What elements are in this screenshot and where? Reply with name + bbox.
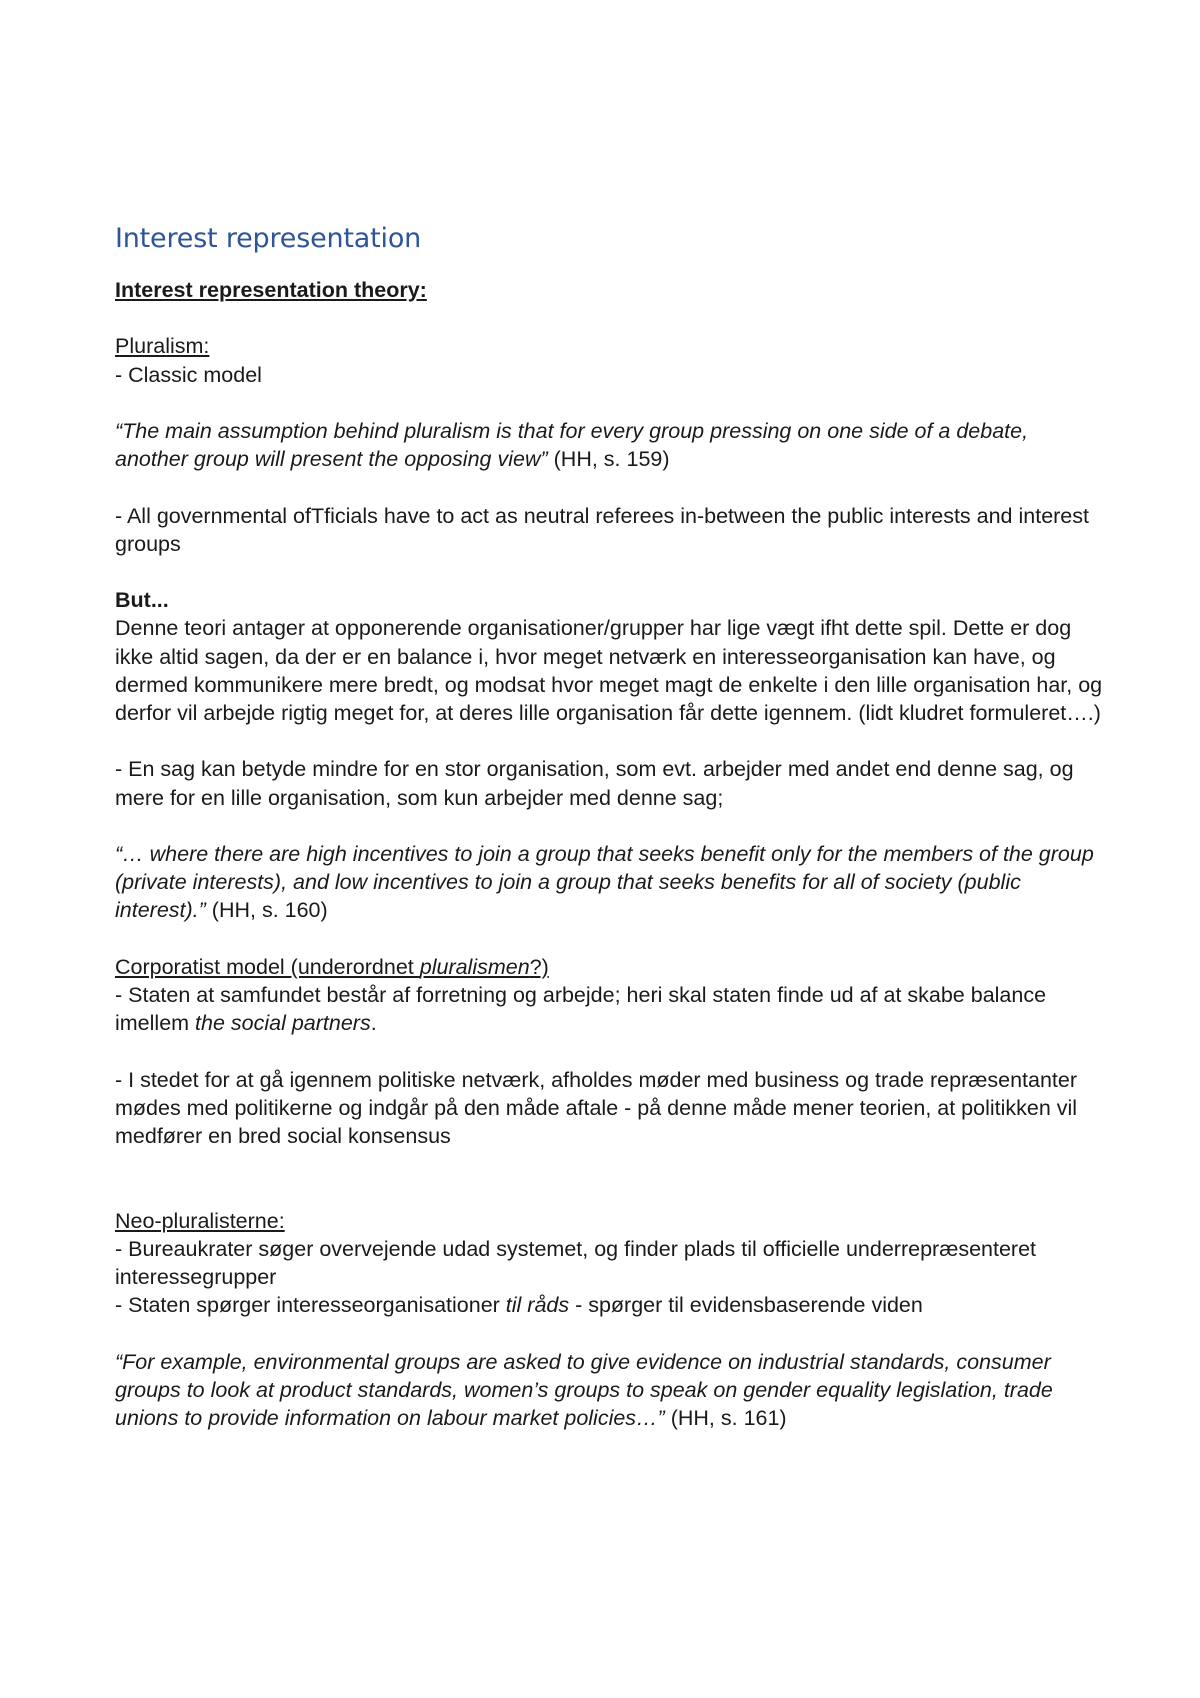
spacer bbox=[115, 473, 1105, 501]
neo-pluralism-bullet-state bbox=[115, 1291, 1105, 1319]
spacer bbox=[115, 812, 1105, 840]
neo-pluralism-quote bbox=[115, 1348, 1105, 1433]
corporatist-heading bbox=[115, 953, 1105, 981]
spacer bbox=[115, 925, 1105, 953]
quote-text: “For example, environmental groups are asked to give evidence on industrial standards, consumer groups to look at product standards, women’s groups to speak on gender equality legislation, trade unions to provide information on labour market policies…” bbox=[115, 1349, 1053, 1430]
neo-pluralism-heading: Neo-pluralisterne: bbox=[115, 1208, 285, 1233]
pluralism-quote-2 bbox=[115, 840, 1105, 925]
pluralism-bullet-case: - En sag kan betyde mindre for en stor organisation, som evt. arbejder med andet end denne sag, og mere for en lille organisation, som kun arbejder med denne sag; bbox=[115, 757, 1074, 810]
quote-citation: (HH, s. 159) bbox=[547, 447, 670, 472]
corporatist-heading-prefix: Corporatist model (underordnet bbox=[115, 954, 420, 979]
spacer bbox=[115, 727, 1105, 755]
spacer bbox=[115, 1037, 1105, 1065]
quote-text: “… where there are high incentives to join a group that seeks benefit only for the members of the group (private interests), and low incentives to join a group that seeks benefits for all of society (public interest).” bbox=[115, 841, 1094, 923]
corporatist-heading-italic: pluralismen bbox=[419, 954, 530, 979]
corporatist-heading-suffix: ?) bbox=[529, 954, 549, 979]
text-italic: til råds bbox=[505, 1293, 570, 1318]
corporatist-bullet-meetings: - I stedet for at gå igennem politiske netværk, afholdes møder med business og trade repræsentanter mødes med politikerne og indgår på den måde aftale - på denne måde mener teorien, at politikken vil medfører en bred social konsensus bbox=[115, 1067, 1078, 1148]
pluralism-bullet-classic: - Classic model bbox=[115, 362, 262, 387]
spacer bbox=[115, 1319, 1105, 1347]
spacer bbox=[115, 558, 1105, 586]
document-body bbox=[115, 222, 1105, 1432]
text-prefix: - Staten at samfundet består af forretning og arbejde; heri skal staten finde ud af at skabe balance imellem bbox=[115, 982, 1047, 1036]
pluralism-heading: Pluralism: bbox=[115, 334, 210, 359]
quote-citation: (HH, s. 161) bbox=[664, 1405, 787, 1430]
spacer bbox=[115, 304, 1105, 332]
neo-pluralism-bullet-bureaucrats: - Bureaukrater søger overvejende udad systemet, og finder plads til officielle underrepræsenteret interessegrupper bbox=[115, 1236, 1037, 1289]
but-label: But... bbox=[115, 588, 169, 613]
text-italic: the social partners bbox=[195, 1011, 371, 1036]
spacer bbox=[115, 389, 1105, 417]
text-suffix: - spørger til evidensbaserende viden bbox=[569, 1293, 923, 1318]
quote-citation: (HH, s. 160) bbox=[205, 898, 328, 923]
spacer bbox=[115, 1150, 1105, 1206]
document-subtitle: Interest representation theory: bbox=[115, 278, 427, 302]
pluralism-quote-1 bbox=[115, 417, 1105, 473]
document-title: Interest representation bbox=[115, 223, 422, 254]
but-paragraph: Denne teori antager at opponerende organisationer/grupper har lige vægt ifht dette spil. Dette er dog ikke altid sagen, da der er en balance i, hvor meget netværk en interesseorganisation kan have, og dermed kommunikere mere bredt, og modsat hvor meget magt de enkelte i den lille organisation har, og derfor vil arbejde rigtig meget for, at deres lille organisation får dette igennem. (lidt kludret formuleret….) bbox=[115, 616, 1103, 725]
pluralism-bullet-officials: - All governmental ofTficials have to act as neutral referees in-between the public interests and interest groups bbox=[115, 503, 1089, 556]
text-prefix: - Staten spørger interesseorganisationer bbox=[115, 1293, 506, 1318]
text-suffix: . bbox=[370, 1011, 377, 1036]
quote-text: “The main assumption behind pluralism is that for every group pressing on one side of a debate, another group will present the opposing view” bbox=[115, 418, 1029, 472]
corporatist-bullet-state bbox=[115, 981, 1105, 1037]
